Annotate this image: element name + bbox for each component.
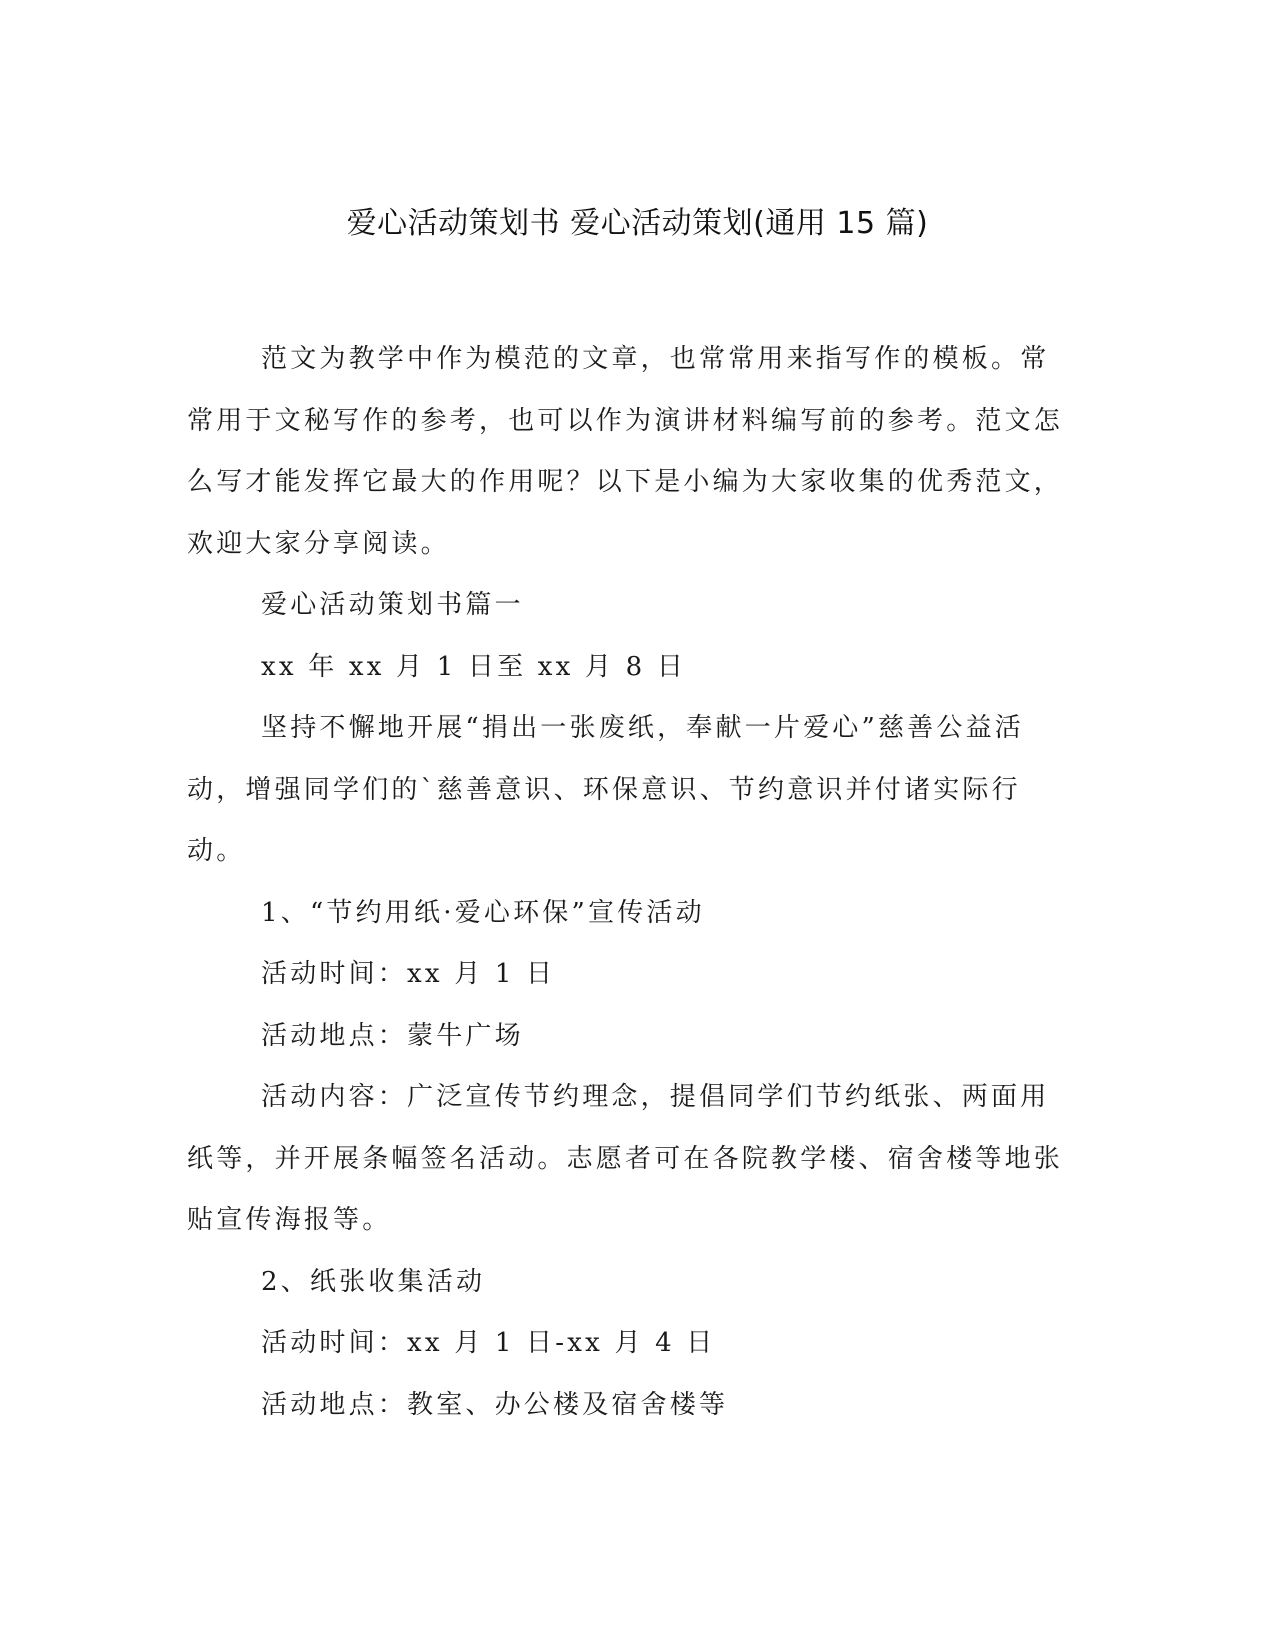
document-body (187, 329, 1077, 1436)
activity-item-heading-2: 2、纸张收集活动 (261, 1266, 486, 1297)
intro-paragraph: 范文为教学中作为模范的文章，也常常用来指写作的模板。常常用于文秘写作的参考，也可以作为演讲材料编写前的参考。范文怎么写才能发挥它最大的作用呢？以下是小编为大家收集的优秀范文，欢迎大家分享阅读。 (187, 344, 1064, 559)
document-title: 爱心活动策划书 爱心活动策划(通用 15 篇) (346, 206, 929, 241)
activity-time-2: 活动时间：xx 月 1 日-xx 月 4 日 (261, 1328, 716, 1358)
section-heading: 爱心活动策划书篇一 (261, 590, 524, 620)
activity-purpose-paragraph: 坚持不懈地开展“捐出一张废纸，奉献一片爱心”慈善公益活动，增强同学们的`慈善意识、环保意识、节约意识并付诸实际行动。 (187, 713, 1024, 866)
activity-location-1: 活动地点：蒙牛广场 (261, 1020, 524, 1051)
activity-location-2: 活动地点：教室、办公楼及宿舍楼等 (261, 1389, 729, 1420)
activity-date-range: xx 年 xx 月 1 日至 xx 月 8 日 (261, 651, 687, 682)
activity-item-heading-1: 1、“节约用纸·爱心环保”宣传活动 (261, 897, 705, 928)
activity-content-1: 活动内容：广泛宣传节约理念，提倡同学们节约纸张、两面用纸等，并开展条幅签名活动。志愿者可在各院教学楼、宿舍楼等地张贴宣传海报等。 (187, 1082, 1064, 1235)
activity-time-1: 活动时间：xx 月 1 日 (261, 959, 556, 989)
